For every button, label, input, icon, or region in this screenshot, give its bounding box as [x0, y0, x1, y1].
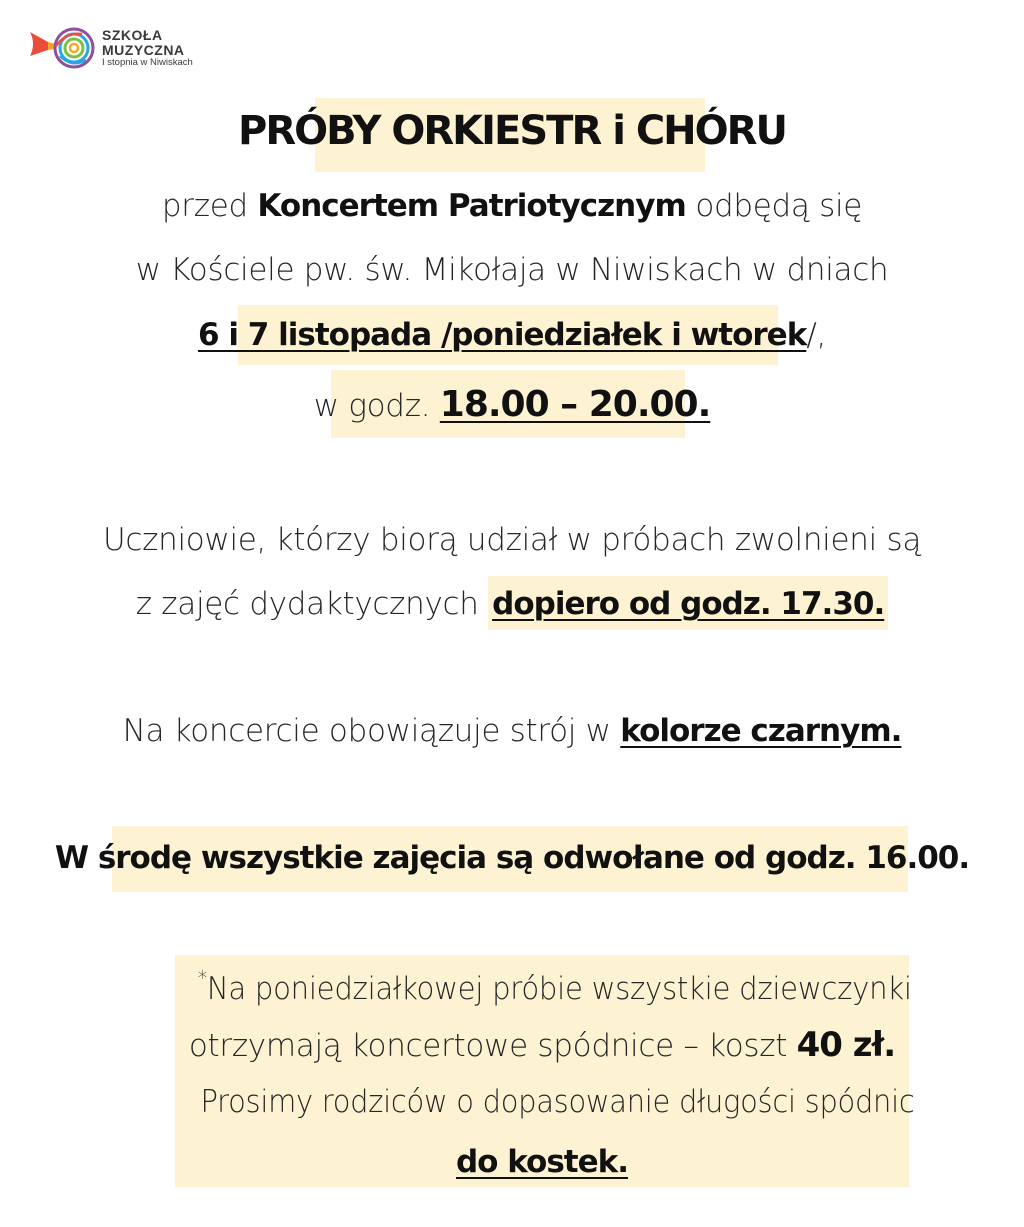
logo-line-3: I stopnia w Niwiskach: [102, 57, 193, 69]
intro-line-2: w Kościele pw. św. Mikołaja w Niwiskach w dniach: [135, 252, 889, 288]
school-logo: [26, 22, 193, 74]
intro-line-1: [0, 188, 1024, 224]
intro-line-3: [0, 317, 1024, 353]
note-line-2-pre: otrzymają koncertowe spódnice – koszt: [188, 1028, 797, 1064]
note-line-1-text: Na poniedziałkowej próbie wszystkie dziewczynki: [206, 971, 912, 1007]
rehearsal-dates: 6 i 7 listopada /poniedziałek i wtorek: [197, 317, 807, 353]
release-time: dopiero od godz. 17.30.: [488, 576, 888, 630]
wednesday-notice: W środę wszystkie zajęcia są odwołane od godz. 16.00.: [54, 840, 970, 876]
french-horn-logo-icon: [26, 22, 98, 74]
note-line-3: Prosimy rodziców o dopasowanie długości spódnic: [200, 1084, 915, 1120]
logo-line-2: MUZYCZNA: [102, 41, 185, 58]
intro-line-1-post: odbędą się: [685, 188, 863, 224]
asterisk: *: [197, 966, 207, 990]
dress-color: kolorze czarnym.: [620, 713, 902, 749]
intro-line-4: [0, 384, 1024, 425]
concert-name: Koncertem Patriotycznym: [257, 188, 686, 224]
students-line-1: Uczniowie, którzy biorą udział w próbach zwolnieni są: [102, 522, 922, 558]
logo-text: [102, 28, 193, 68]
skirt-cost: 40 zł.: [796, 1025, 896, 1065]
note-line-4: [175, 1144, 909, 1180]
note-line-2: [175, 1025, 909, 1065]
intro-line-1-pre: przed: [161, 188, 258, 224]
students-line-2-pre: z zajęć dydaktycznych: [135, 586, 489, 622]
rehearsal-hours: 18.00 – 20.00.: [439, 384, 711, 425]
dress-code-pre: Na koncercie obowiązuje strój w: [122, 713, 621, 749]
skirt-length: do kostek.: [455, 1144, 629, 1180]
intro-line-4-pre: w godz.: [313, 388, 440, 424]
logo-line-1: SZKOŁA: [102, 26, 163, 43]
intro-line-3-post: /,: [806, 317, 827, 353]
note-line-1: [175, 966, 912, 1007]
students-line-2: [0, 586, 1024, 622]
page-title: PRÓBY ORKIESTR i CHÓRU: [238, 108, 786, 154]
dress-code-line: [0, 713, 1024, 749]
